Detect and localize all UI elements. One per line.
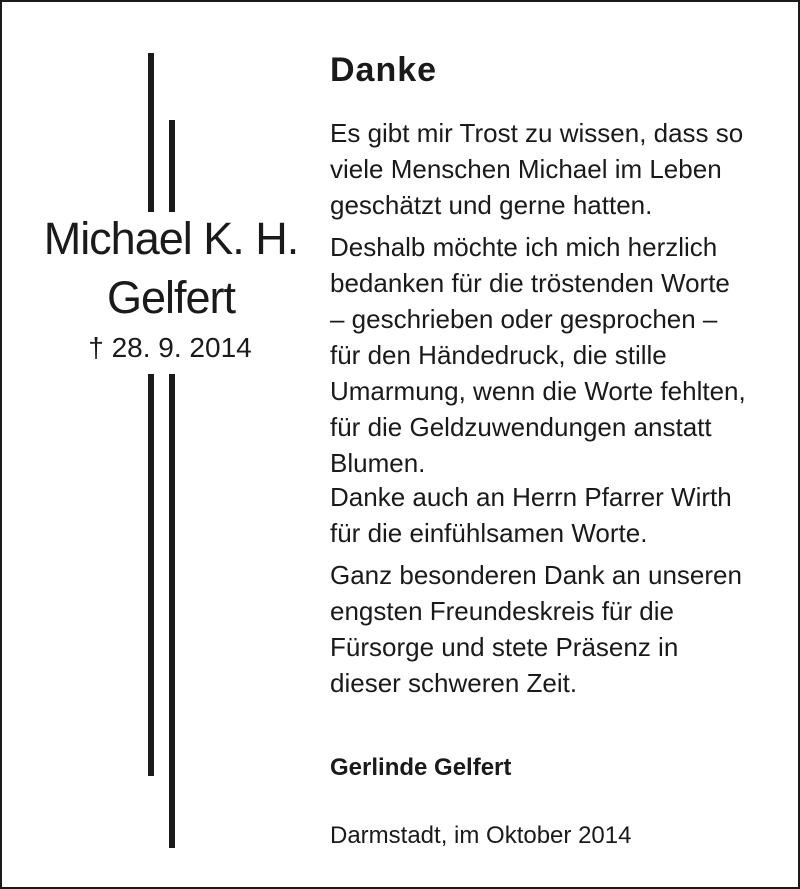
text-line: viele Menschen Michael im Leben — [330, 154, 722, 184]
text-line: Es gibt mir Trost zu wissen, dass so — [330, 118, 744, 148]
text-line: für den Händedruck, die stille — [330, 340, 667, 370]
cross-bar-right-upper — [169, 120, 175, 212]
death-date: † 28. 9. 2014 — [88, 332, 252, 363]
signature-name: Gerlinde Gelfert — [330, 754, 512, 781]
text-line: engsten Freundeskreis für die — [330, 596, 674, 626]
cross-bar-left-upper — [148, 53, 154, 212]
deceased-name-line2: Gelfert — [106, 272, 236, 323]
text-line: für die einfühlsamen Worte. — [330, 518, 648, 548]
text-line: bedanken für die tröstenden Worte — [330, 268, 730, 298]
text-line: Fürsorge und stete Präsenz in — [330, 632, 679, 662]
text-line: Blumen. — [330, 448, 426, 478]
cross-bar-left-lower — [148, 374, 154, 776]
paragraph-4 — [330, 557, 790, 701]
paragraph-3 — [330, 479, 790, 551]
paragraph-2 — [330, 229, 790, 481]
text-line: Deshalb möchte ich mich herzlich — [330, 232, 718, 262]
text-line: Danke auch an Herrn Pfarrer Wirth — [330, 482, 732, 512]
cross-bar-right-lower — [169, 374, 175, 848]
place-and-date: Darmstadt, im Oktober 2014 — [330, 822, 632, 849]
text-line: für die Geldzuwendungen anstatt — [330, 412, 712, 442]
text-line: Ganz besonderen Dank an unseren — [330, 560, 742, 590]
text-line: geschätzt und gerne hatten. — [330, 190, 653, 220]
text-line: Umarmung, wenn die Worte fehlten, — [330, 376, 746, 406]
text-line: dieser schweren Zeit. — [330, 668, 578, 698]
notice-heading: Danke — [330, 51, 438, 89]
text-line: – geschrieben oder gesprochen – — [330, 304, 718, 334]
deceased-name-line1: Michael K. H. — [43, 213, 299, 264]
paragraph-1 — [330, 115, 790, 223]
